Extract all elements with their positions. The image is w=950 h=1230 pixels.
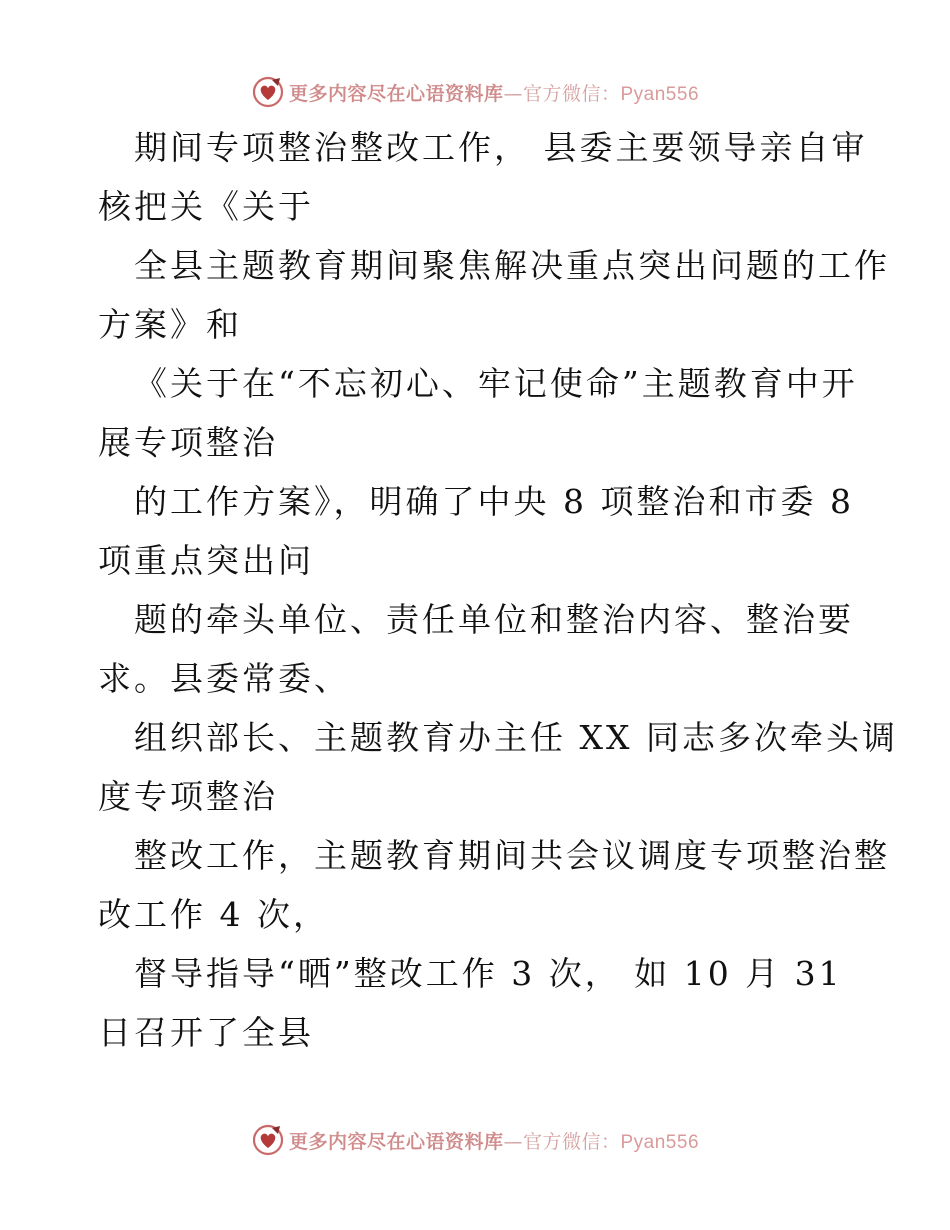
- body-line: 度专项整治: [98, 777, 278, 816]
- body-line: 方案》和: [98, 305, 242, 344]
- body-line: 督导指导“晒”整改工作 3 次， 如 10 月 31: [134, 954, 843, 993]
- body-line: 项重点突出问: [98, 541, 314, 580]
- header-watermark: [0, 72, 950, 112]
- body-line: 核把关《关于: [98, 187, 314, 226]
- body-line: 展专项整治: [98, 423, 278, 462]
- body-line: 求。县委常委、: [98, 659, 350, 698]
- footer-watermark: [0, 1120, 950, 1160]
- body-line: 的工作方案》，明确了中央 8 项整治和市委 8: [134, 482, 854, 521]
- watermark-text: 更多内容尽在心语资料库—官方微信：Pyan556: [288, 1130, 700, 1153]
- body-line: 期间专项整治整改工作， 县委主要领导亲自审: [134, 128, 868, 167]
- document-body: [98, 118, 898, 1062]
- heart-pen-logo-icon: [251, 1123, 285, 1157]
- watermark-text: 更多内容尽在心语资料库—官方微信：Pyan556: [288, 82, 700, 105]
- body-line: 改工作 4 次，: [98, 895, 329, 934]
- heart-pen-logo-icon: [251, 75, 285, 109]
- body-line: 日召开了全县: [98, 1013, 314, 1052]
- body-line: 组织部长、主题教育办主任 XX 同志多次牵头调: [134, 718, 898, 757]
- body-line: 《关于在“不忘初心、牢记使命”主题教育中开: [134, 364, 858, 403]
- body-line: 整改工作，主题教育期间共会议调度专项整治整: [134, 836, 890, 875]
- body-line: 题的牵头单位、责任单位和整治内容、整治要: [134, 600, 854, 639]
- body-line: 全县主题教育期间聚焦解决重点突出问题的工作: [134, 246, 890, 285]
